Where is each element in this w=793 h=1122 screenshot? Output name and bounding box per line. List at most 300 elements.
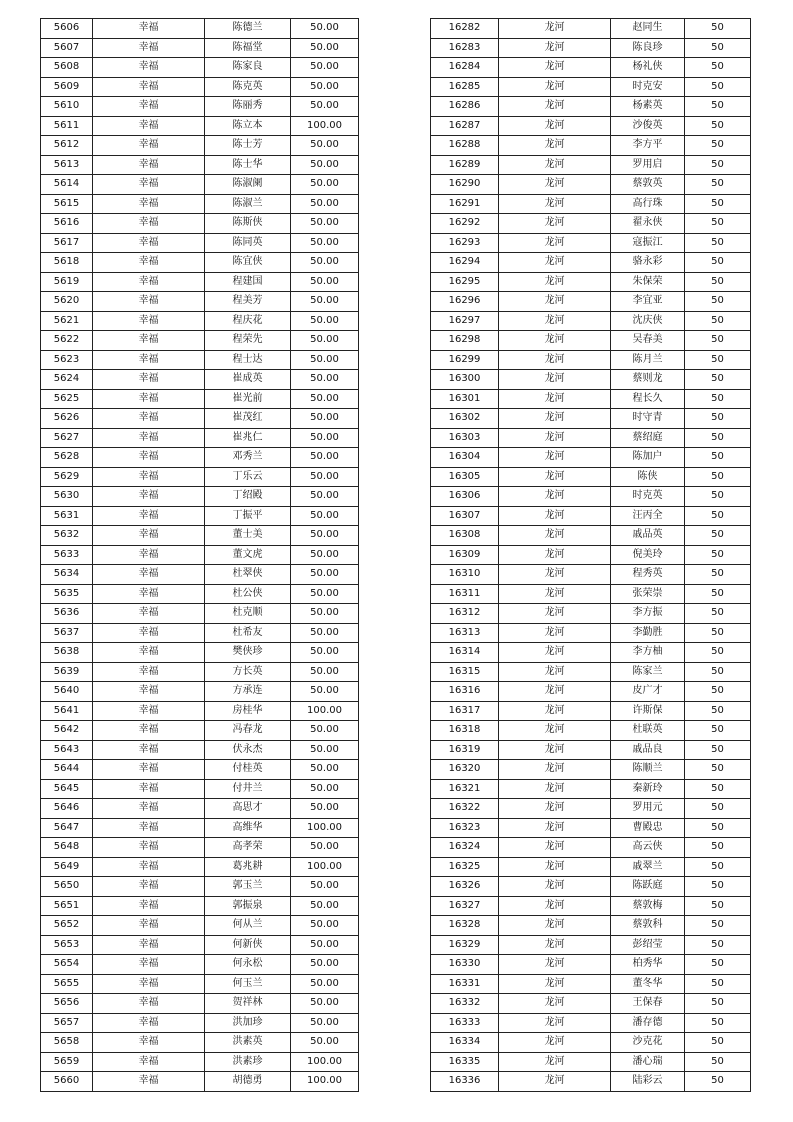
name-cell: 张荣崇 (611, 584, 685, 604)
name-cell: 房桂华 (205, 701, 291, 721)
id-cell: 5654 (41, 955, 93, 975)
id-cell: 5658 (41, 1033, 93, 1053)
amount-cell: 50 (685, 214, 751, 234)
village-cell: 幸福 (93, 818, 205, 838)
name-cell: 秦新玲 (611, 779, 685, 799)
id-cell: 5657 (41, 1013, 93, 1033)
id-cell: 16298 (431, 331, 499, 351)
amount-cell: 50 (685, 1033, 751, 1053)
id-cell: 16324 (431, 838, 499, 858)
name-cell: 何新侠 (205, 935, 291, 955)
amount-cell: 50.00 (291, 740, 359, 760)
name-cell: 高思才 (205, 799, 291, 819)
name-cell: 李方振 (611, 604, 685, 624)
table-row (41, 175, 359, 195)
id-cell: 5608 (41, 58, 93, 78)
id-cell: 5618 (41, 253, 93, 273)
village-cell: 龙河 (499, 584, 611, 604)
village-cell: 龙河 (499, 662, 611, 682)
amount-cell: 50 (685, 1072, 751, 1092)
village-cell: 幸福 (93, 994, 205, 1014)
table-row (41, 682, 359, 702)
amount-cell: 50.00 (291, 974, 359, 994)
amount-cell: 50 (685, 331, 751, 351)
amount-cell: 50 (685, 370, 751, 390)
name-cell: 赵同生 (611, 19, 685, 39)
table-row (431, 526, 751, 546)
name-cell: 陈士华 (205, 155, 291, 175)
id-cell: 5609 (41, 77, 93, 97)
village-cell: 幸福 (93, 155, 205, 175)
id-cell: 5659 (41, 1052, 93, 1072)
village-cell: 幸福 (93, 1052, 205, 1072)
amount-cell: 50.00 (291, 604, 359, 624)
id-cell: 5622 (41, 331, 93, 351)
id-cell: 16321 (431, 779, 499, 799)
name-cell: 陈加户 (611, 448, 685, 468)
amount-cell: 50.00 (291, 136, 359, 156)
amount-cell: 50 (685, 545, 751, 565)
amount-cell: 50.00 (291, 662, 359, 682)
name-cell: 丁振平 (205, 506, 291, 526)
table-row (41, 526, 359, 546)
table-row (41, 155, 359, 175)
table-row (431, 701, 751, 721)
name-cell: 时守青 (611, 409, 685, 429)
amount-cell: 50 (685, 974, 751, 994)
table-row (41, 1072, 359, 1092)
name-cell: 翟永侠 (611, 214, 685, 234)
name-cell: 汪丙全 (611, 506, 685, 526)
table-row (41, 994, 359, 1014)
name-cell: 陈斯侠 (205, 214, 291, 234)
amount-cell: 50.00 (291, 721, 359, 741)
table-row (431, 565, 751, 585)
id-cell: 16286 (431, 97, 499, 117)
table-row (431, 409, 751, 429)
name-cell: 李方柚 (611, 643, 685, 663)
table-row (41, 467, 359, 487)
amount-cell: 50.00 (291, 955, 359, 975)
village-cell: 幸福 (93, 721, 205, 741)
id-cell: 16316 (431, 682, 499, 702)
village-cell: 龙河 (499, 526, 611, 546)
village-cell: 幸福 (93, 799, 205, 819)
id-cell: 16314 (431, 643, 499, 663)
name-cell: 戚翠兰 (611, 857, 685, 877)
name-cell: 胡德勇 (205, 1072, 291, 1092)
id-cell: 5612 (41, 136, 93, 156)
village-cell: 幸福 (93, 935, 205, 955)
id-cell: 5634 (41, 565, 93, 585)
name-cell: 洪加珍 (205, 1013, 291, 1033)
village-cell: 幸福 (93, 526, 205, 546)
table-row (41, 935, 359, 955)
id-cell: 5660 (41, 1072, 93, 1092)
id-cell: 16300 (431, 370, 499, 390)
amount-cell: 50 (685, 409, 751, 429)
id-cell: 5616 (41, 214, 93, 234)
name-cell: 陈克英 (205, 77, 291, 97)
amount-cell: 50.00 (291, 467, 359, 487)
amount-cell: 50.00 (291, 877, 359, 897)
amount-cell: 50.00 (291, 838, 359, 858)
village-cell: 幸福 (93, 370, 205, 390)
id-cell: 5645 (41, 779, 93, 799)
id-cell: 16287 (431, 116, 499, 136)
table-row (41, 448, 359, 468)
amount-cell: 50 (685, 448, 751, 468)
village-cell: 幸福 (93, 214, 205, 234)
village-cell: 龙河 (499, 155, 611, 175)
amount-cell: 50 (685, 565, 751, 585)
table-row (41, 253, 359, 273)
table-row (431, 487, 751, 507)
id-cell: 16309 (431, 545, 499, 565)
amount-cell: 50 (685, 58, 751, 78)
amount-cell: 50 (685, 389, 751, 409)
name-cell: 樊侠珍 (205, 643, 291, 663)
table-row (41, 272, 359, 292)
id-cell: 5642 (41, 721, 93, 741)
amount-cell: 50 (685, 994, 751, 1014)
village-cell: 幸福 (93, 740, 205, 760)
table-row (431, 155, 751, 175)
name-cell: 曹殿忠 (611, 818, 685, 838)
id-cell: 16315 (431, 662, 499, 682)
id-cell: 16312 (431, 604, 499, 624)
name-cell: 郭振泉 (205, 896, 291, 916)
amount-cell: 50 (685, 604, 751, 624)
name-cell: 蔡敦梅 (611, 896, 685, 916)
amount-cell: 50.00 (291, 77, 359, 97)
village-cell: 幸福 (93, 701, 205, 721)
id-cell: 16332 (431, 994, 499, 1014)
id-cell: 16305 (431, 467, 499, 487)
village-cell: 龙河 (499, 721, 611, 741)
table-row (41, 58, 359, 78)
name-cell: 陆彩云 (611, 1072, 685, 1092)
table-row (431, 662, 751, 682)
name-cell: 戚品英 (611, 526, 685, 546)
id-cell: 16323 (431, 818, 499, 838)
amount-cell: 50.00 (291, 428, 359, 448)
village-cell: 龙河 (499, 701, 611, 721)
amount-cell: 50.00 (291, 272, 359, 292)
village-cell: 幸福 (93, 116, 205, 136)
village-cell: 幸福 (93, 760, 205, 780)
village-cell: 龙河 (499, 799, 611, 819)
village-cell: 龙河 (499, 38, 611, 58)
amount-cell: 100.00 (291, 818, 359, 838)
village-cell: 龙河 (499, 740, 611, 760)
name-cell: 杜克顺 (205, 604, 291, 624)
name-cell: 倪美玲 (611, 545, 685, 565)
table-row (431, 1052, 751, 1072)
id-cell: 5613 (41, 155, 93, 175)
name-cell: 丁绍殿 (205, 487, 291, 507)
table-row (431, 857, 751, 877)
table-row (431, 292, 751, 312)
table-row (431, 506, 751, 526)
name-cell: 时克安 (611, 77, 685, 97)
village-cell: 幸福 (93, 1072, 205, 1092)
name-cell: 柏秀华 (611, 955, 685, 975)
id-cell: 5656 (41, 994, 93, 1014)
village-cell: 幸福 (93, 487, 205, 507)
id-cell: 16318 (431, 721, 499, 741)
id-cell: 5640 (41, 682, 93, 702)
village-cell: 龙河 (499, 331, 611, 351)
village-cell: 幸福 (93, 233, 205, 253)
id-cell: 16304 (431, 448, 499, 468)
amount-cell: 50.00 (291, 448, 359, 468)
amount-cell: 50.00 (291, 58, 359, 78)
amount-cell: 50.00 (291, 545, 359, 565)
id-cell: 5636 (41, 604, 93, 624)
name-cell: 付桂英 (205, 760, 291, 780)
id-cell: 16313 (431, 623, 499, 643)
village-cell: 幸福 (93, 604, 205, 624)
name-cell: 吴春美 (611, 331, 685, 351)
name-cell: 蔡绍庭 (611, 428, 685, 448)
amount-cell: 50.00 (291, 779, 359, 799)
village-cell: 龙河 (499, 935, 611, 955)
id-cell: 16285 (431, 77, 499, 97)
name-cell: 崔光前 (205, 389, 291, 409)
amount-cell: 50.00 (291, 97, 359, 117)
table-row (431, 1013, 751, 1033)
table-row (431, 682, 751, 702)
id-cell: 16302 (431, 409, 499, 429)
table-row (431, 428, 751, 448)
id-cell: 5627 (41, 428, 93, 448)
village-cell: 幸福 (93, 409, 205, 429)
amount-cell: 100.00 (291, 701, 359, 721)
id-cell: 5655 (41, 974, 93, 994)
amount-cell: 50.00 (291, 1033, 359, 1053)
table-row (431, 584, 751, 604)
village-cell: 龙河 (499, 506, 611, 526)
table-row (41, 584, 359, 604)
amount-cell: 50 (685, 916, 751, 936)
name-cell: 蔡敦科 (611, 916, 685, 936)
village-cell: 龙河 (499, 857, 611, 877)
village-cell: 幸福 (93, 58, 205, 78)
village-cell: 龙河 (499, 994, 611, 1014)
amount-cell: 50.00 (291, 175, 359, 195)
amount-cell: 50 (685, 311, 751, 331)
name-cell: 高维华 (205, 818, 291, 838)
village-cell: 幸福 (93, 97, 205, 117)
village-cell: 幸福 (93, 896, 205, 916)
amount-cell: 50 (685, 760, 751, 780)
id-cell: 16311 (431, 584, 499, 604)
id-cell: 5635 (41, 584, 93, 604)
village-cell: 幸福 (93, 272, 205, 292)
village-cell: 幸福 (93, 311, 205, 331)
name-cell: 陈跃庭 (611, 877, 685, 897)
amount-cell: 50 (685, 272, 751, 292)
table-row (41, 19, 359, 39)
name-cell: 邓秀兰 (205, 448, 291, 468)
table-row (41, 233, 359, 253)
name-cell: 洪素珍 (205, 1052, 291, 1072)
amount-cell: 50 (685, 857, 751, 877)
table-row (431, 994, 751, 1014)
table-row (431, 740, 751, 760)
village-cell: 幸福 (93, 448, 205, 468)
name-cell: 贺祥林 (205, 994, 291, 1014)
id-cell: 16331 (431, 974, 499, 994)
id-cell: 16317 (431, 701, 499, 721)
amount-cell: 50.00 (291, 214, 359, 234)
id-cell: 5647 (41, 818, 93, 838)
table-row (431, 955, 751, 975)
id-cell: 16308 (431, 526, 499, 546)
table-row (431, 38, 751, 58)
table-row (431, 760, 751, 780)
name-cell: 冯春龙 (205, 721, 291, 741)
name-cell: 陈顺兰 (611, 760, 685, 780)
id-cell: 5607 (41, 38, 93, 58)
id-cell: 16336 (431, 1072, 499, 1092)
village-cell: 幸福 (93, 331, 205, 351)
id-cell: 16293 (431, 233, 499, 253)
table-row (41, 623, 359, 643)
id-cell: 16330 (431, 955, 499, 975)
id-cell: 5646 (41, 799, 93, 819)
name-cell: 程秀英 (611, 565, 685, 585)
id-cell: 16283 (431, 38, 499, 58)
village-cell: 龙河 (499, 779, 611, 799)
id-cell: 16297 (431, 311, 499, 331)
amount-cell: 100.00 (291, 116, 359, 136)
id-cell: 5633 (41, 545, 93, 565)
id-cell: 5643 (41, 740, 93, 760)
amount-cell: 50.00 (291, 19, 359, 39)
id-cell: 16327 (431, 896, 499, 916)
amount-cell: 50 (685, 292, 751, 312)
amount-cell: 50.00 (291, 292, 359, 312)
table-row (41, 545, 359, 565)
name-cell: 李方平 (611, 136, 685, 156)
village-cell: 幸福 (93, 779, 205, 799)
village-cell: 龙河 (499, 292, 611, 312)
id-cell: 5650 (41, 877, 93, 897)
amount-cell: 50 (685, 253, 751, 273)
table-row (41, 487, 359, 507)
id-cell: 5626 (41, 409, 93, 429)
table-row (431, 214, 751, 234)
name-cell: 郭玉兰 (205, 877, 291, 897)
id-cell: 5637 (41, 623, 93, 643)
table-row (431, 916, 751, 936)
table-row (41, 604, 359, 624)
name-cell: 董文虎 (205, 545, 291, 565)
village-cell: 幸福 (93, 974, 205, 994)
right-table-body (431, 19, 751, 1092)
name-cell: 王保春 (611, 994, 685, 1014)
id-cell: 5615 (41, 194, 93, 214)
name-cell: 葛兆耕 (205, 857, 291, 877)
name-cell: 蔡则龙 (611, 370, 685, 390)
name-cell: 罗用元 (611, 799, 685, 819)
village-cell: 龙河 (499, 1033, 611, 1053)
id-cell: 5644 (41, 760, 93, 780)
village-cell: 幸福 (93, 136, 205, 156)
name-cell: 高孝荣 (205, 838, 291, 858)
name-cell: 何永松 (205, 955, 291, 975)
village-cell: 龙河 (499, 448, 611, 468)
table-row (41, 136, 359, 156)
amount-cell: 50 (685, 662, 751, 682)
table-row (41, 214, 359, 234)
amount-cell: 50.00 (291, 584, 359, 604)
table-row (431, 116, 751, 136)
name-cell: 朱保荣 (611, 272, 685, 292)
village-cell: 龙河 (499, 58, 611, 78)
amount-cell: 50 (685, 155, 751, 175)
amount-cell: 50 (685, 467, 751, 487)
name-cell: 崔成英 (205, 370, 291, 390)
name-cell: 蔡敦英 (611, 175, 685, 195)
name-cell: 陈淑兰 (205, 194, 291, 214)
id-cell: 5623 (41, 350, 93, 370)
table-row (41, 662, 359, 682)
name-cell: 李宜亚 (611, 292, 685, 312)
village-cell: 龙河 (499, 409, 611, 429)
name-cell: 罗用启 (611, 155, 685, 175)
village-cell: 幸福 (93, 77, 205, 97)
village-cell: 龙河 (499, 194, 611, 214)
table-row (41, 896, 359, 916)
name-cell: 彭绍莹 (611, 935, 685, 955)
table-row (431, 350, 751, 370)
id-cell: 5649 (41, 857, 93, 877)
name-cell: 潘心瑞 (611, 1052, 685, 1072)
id-cell: 16306 (431, 487, 499, 507)
id-cell: 5620 (41, 292, 93, 312)
name-cell: 杜希友 (205, 623, 291, 643)
village-cell: 龙河 (499, 175, 611, 195)
amount-cell: 50 (685, 194, 751, 214)
village-cell: 幸福 (93, 253, 205, 273)
table-row (431, 1033, 751, 1053)
id-cell: 16295 (431, 272, 499, 292)
amount-cell: 50.00 (291, 409, 359, 429)
amount-cell: 50.00 (291, 623, 359, 643)
village-cell: 幸福 (93, 1033, 205, 1053)
table-row (431, 253, 751, 273)
village-cell: 龙河 (499, 19, 611, 39)
table-row (431, 97, 751, 117)
table-row (431, 721, 751, 741)
id-cell: 16326 (431, 877, 499, 897)
amount-cell: 50 (685, 896, 751, 916)
id-cell: 5652 (41, 916, 93, 936)
name-cell: 崔茂红 (205, 409, 291, 429)
right-table (430, 18, 751, 1092)
id-cell: 5624 (41, 370, 93, 390)
table-row (431, 896, 751, 916)
name-cell: 程长久 (611, 389, 685, 409)
table-row (431, 370, 751, 390)
id-cell: 16289 (431, 155, 499, 175)
amount-cell: 50.00 (291, 1013, 359, 1033)
name-cell: 陈宜侠 (205, 253, 291, 273)
table-row (431, 799, 751, 819)
